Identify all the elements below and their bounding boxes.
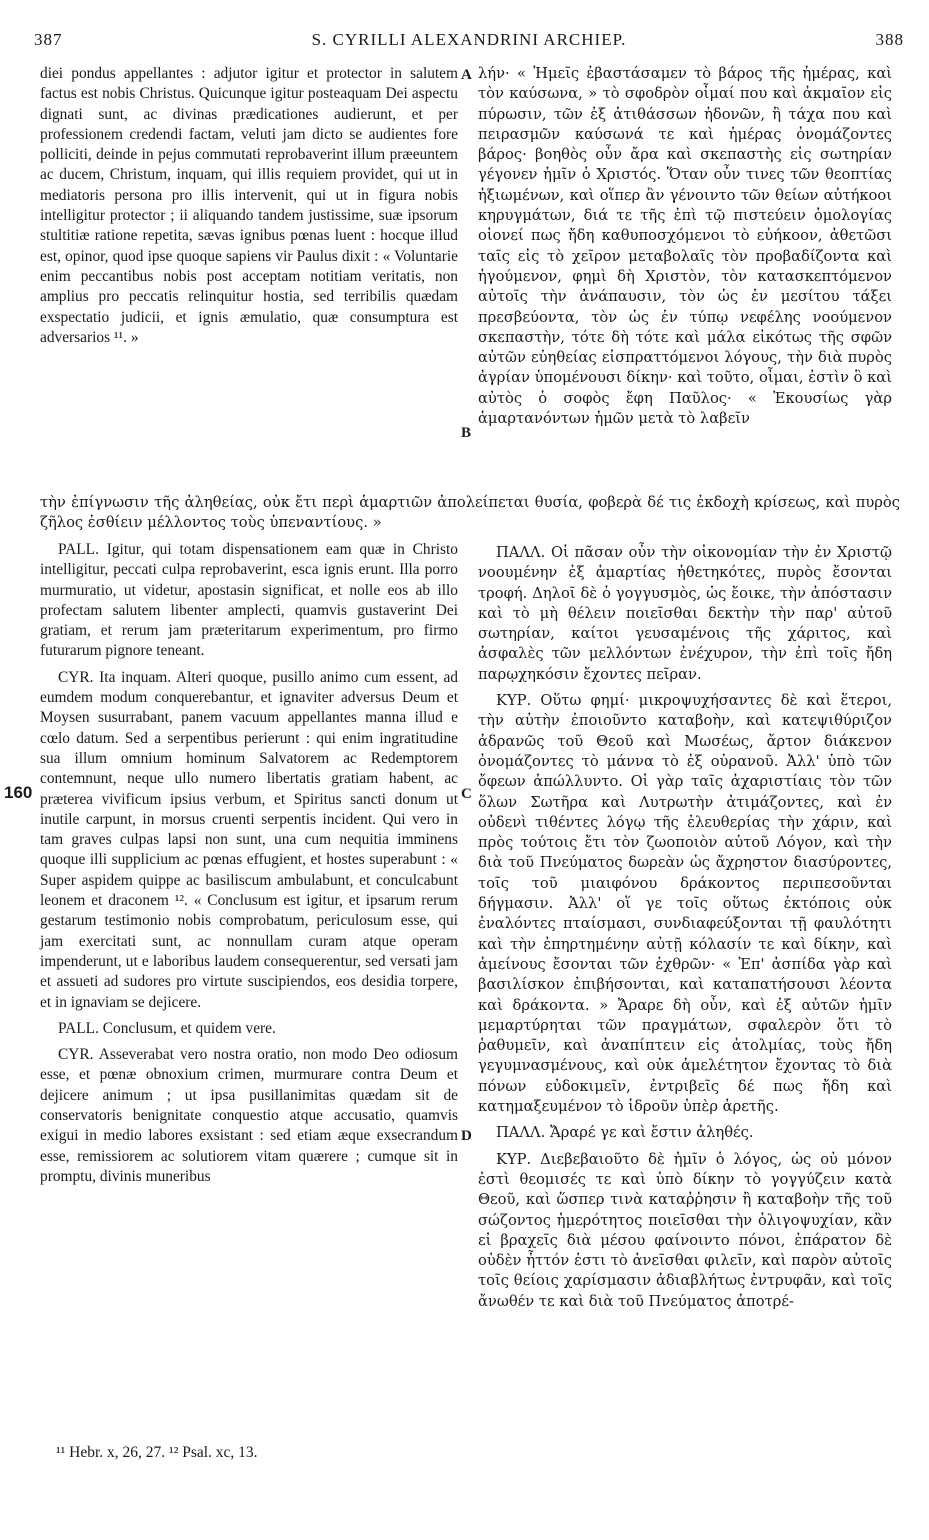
greek-paragraph: λήν· « Ἡμεῖς ἐβαστάσαμεν τὸ βάρος τῆς ἡμέρας, καὶ τὸν καύσωνα, » τὸ σφοδρὸν οἶμαί που καὶ ἀκμαῖον εἰς πύρωσιν, τῶν ἐξ ἀτιθάσσων ἡδονῶν, ἢ τάχα που καὶ πειρασμῶν καύσωνά τε καὶ ἡμέρας ὀνομάζοντες βάρος· βοηθὸς οὖν ἄρα καὶ σκεπαστὴς εἰς σωτηρίαν γέγονεν ἡμῖν ὁ Χριστός. Ὅταν οὖν τινες τῶν θεοπτίας ἠξιωμένων, καὶ οἵπερ ἂν γένοιντο τῶν θείων αὐτήκοοι κηρυγμάτων, διά τε τῆς ἐπὶ τῷ πιστεύειν ὁμολογίας οἱονεί πως ἤδη καθυποσχόμενοι τὸ εὐήκοον, ἀθετῶσι ταῖς εἰς τὸ χεῖρον μεταβολαῖς τὸν προβαδίζοντα καὶ ἡγούμενον, φημὶ δὴ Χριστὸν, τὸν κατασκεπτόμενον αὐτοῖς τὴν ἀνάπαυσιν, τὸν ὡς ἐν μεσίτου τάξει πρεσβεύοντα, τὸν ὡς ἐν τύπῳ νεφέλης νοούμενον σκεπαστὴν, τότε δὴ τότε καὶ μάλα εἰκότως τῆς σφῶν αὐτῶν εὐηθείας εἰσπραττόμενοι λόγους, τὴν διὰ πυρὸς ἀγρίαν ὑπομένουσι δίκην· καὶ τοῦτο, οἶμαι, ἐστὶν ὃ καὶ αὐτὸς ὁ σοφὸς ἔφη Παῦλος· « Ἑκουσίως γὰρ ἁμαρτανόντων ἡμῶν μετὰ τὸ λαβεῖν [478, 65, 892, 428]
latin-column-lower [40, 540, 458, 1187]
latin-paragraph: CYR. Asseverabat vero nostra oratio, non modo Deo odiosum esse, et pœnæ obnoxium crimen, murmurare contra Deum et dejicere animum ; ut ipsa pusillanimitas quædam sit de conservatoris benignitate conquestio atque accusatio, quamvis exigui in medio labores exsistant : sed etiam æque exsecrandum esse, remissiorem ac solutiorem vitam quærere ; cumque sit in promptu, divinis muneribus [40, 1046, 458, 1185]
margin-letter-c: C [461, 786, 472, 802]
latin-paragraph: PALL. Igitur, qui totam dispensationem eam quæ in Christo intelligitur, peccati culpa reprobaverint, esca ignis erunt. Illa porro murmuratio, ut videtur, apostasin significat, et nolle eos ab illo profectam salutem libenter amplecti, quamvis gustaverint Dei gratiam, et rerum jam præteritarum experimentum, pro firmo futurarum pignore teneant. [40, 541, 458, 660]
latin-paragraph: PALL. Conclusum, et quidem vere. [58, 1019, 276, 1037]
greek-paragraph: ΠΑΛΛ. Οἱ πᾶσαν οὖν τὴν οἰκονομίαν τὴν ἐν Χριστῷ νοουμένην ἐξ ἁμαρτίας ἠθετηκότες, πυρὸς ἔσονται τροφή. Δηλοῖ δὲ ὁ γογγυσμὸς, ὡς ἔοικε, τὴν ἀπόστασιν καὶ τὸ μὴ θέλειν ποιεῖσθαι δεκτὴν τὴν παρ' αὐτοῦ σωτηρίαν, καίτοι γευσαμένοις τῆς χάριτος, καὶ ἀσφαλὲς τῶν μελλόντων ἐνέχυρον, τὴν ἐπὶ τοῖς ἤδη παρῳχηκόσιν ἔχοντες πεῖραν. [478, 544, 892, 683]
greek-column [478, 64, 892, 429]
page-number-left: 387 [34, 30, 63, 49]
running-header [34, 30, 904, 52]
greek-spanning-line [40, 493, 900, 534]
greek-paragraph: ΠΑΛΛ. Ἄραρέ γε καὶ ἔστιν ἀληθές. [496, 1124, 754, 1142]
latin-column [40, 64, 458, 348]
page-number-right: 388 [875, 30, 904, 49]
greek-column-lower [478, 543, 892, 1312]
greek-paragraph: ΚΥΡ. Οὕτω φημί· μικροψυχήσαντες δὲ καὶ ἕτεροι, τὴν αὐτὴν ἐποιοῦντο καταβοὴν, καὶ κατεψιθύριζον ἀδρανῶς τοῦ Θεοῦ καὶ Μωσέως, ἄρτον διάκενον ὀνομάζοντες τὸ μάννα τὸ ἐξ οὐρανοῦ. Ἀλλ' ὑπὸ τῶν ὄφεων ἀπώλλυντο. Οἱ γὰρ ταῖς ἀχαριστίαις τὸν τῶν ὅλων Σωτῆρα καὶ Λυτρωτὴν ἀτιμάζοντες, καὶ ἐν οὐδενὶ τιθέντες λόγῳ τῆς ἐλευθερίας τὴν χάριν, καὶ πρὸς τούτοις ἔτι τὸν ζωοποιὸν αὐτοῦ Λόγον, καὶ τὴν διὰ τοῦ Πνεύματος δωρεὰν ὡς ἄχρηστον διασύροντες, τοῖς τοῦ μιαιφόνου δράκοντος περιπεσοῦνται δήγμασιν. Ἀλλ' οἵ γε τοῖς οὕτως ἐκτόποις οὐκ ἐναλόντες πταίσμασι, συνδιαφεύξονται τῇ φαυλότητι καὶ τὴν ἐπηρτημένην αὐτῇ κόλασίν τε καὶ δίκην, καὶ ἀμείνους ἔσονται τῶν ἐχθρῶν· « Ἐπ' ἀσπίδα γὰρ καὶ βασιλίσκον ἐπιβήσονται, καὶ καταπατήσουσι λέοντα καὶ δράκοντα. » Ἄραρε δὴ οὖν, καὶ ἐξ αὐτῶν ἡμῖν μεμαρτύρηται τῶν πραγμάτων, σφαλερὸν ὅτι τὸ ῥαθυμεῖν, καὶ ἀναπίπτειν εἰς ἀτολμίας, τοὺς ἤδη γεγυμνασμένους, καὶ οὐκ ἀμελέτητον ἔχοντας τὸ διὰ πόνων εὐδοκιμεῖν, ἐντριβεῖς δέ πως ἤδη καὶ κατημαξευμένον τὸ ἱδροῦν ὑπὲρ ἀρετῆς. [478, 692, 892, 1116]
page-marker: 160 [4, 783, 33, 802]
running-title: S. CYRILLI ALEXANDRINI ARCHIEP. [311, 30, 627, 49]
latin-paragraph: CYR. Ita inquam. Alteri quoque, pusillo animo cum essent, ad eumdem modum conquerebantur, et ignaviter adversus Deum et Moysen susurrabant, panem vacuum appellantes manna illud e cœlo datum. Sed a serpentibus perierunt : qui enim ingratitudine sua illum omnium hominum Salvatorem ac Redemptorem contemnunt, neque ullo numero libertatis gratiam habent, ac præterea vivificum ipsius verbum, et Spiritus sancti donum ut inutile carpunt, in morsus cruenti serpentis incident. Qui vero in tam graves culpas lapsi non sunt, una cum nequitia imminens quoque illi supplicium ac pœnas effugient, et hostes superabunt : « Super aspidem quippe ac basiliscum ambulabunt, et conculcabunt leonem et draconem ¹². « Conclusum est igitur, et ipsarum rerum gestarum testimonio nobis comprobatum, periculosum esse, qui jam exercitati sunt, ac nonnullam curam atque operam impenderunt, ut e laboribus laudem consequerentur, sed versati jam et assueti ad sudores pro virtute suscipiendos, eos desidia torpere, et in ignaviam se dejicere. [40, 668, 458, 1011]
margin-letter-a: A [461, 67, 472, 83]
footnotes: ¹¹ Hebr. x, 26, 27. ¹² Psal. xc, 13. [56, 1444, 258, 1461]
latin-paragraph: diei pondus appellantes : adjutor igitur et protector in salutem factus est nobis Christus. Quicunque igitur posteaquam Dei aspectu dignati sunt, ac divinas prædicationes audierunt, et per professionem credendi factam, veluti jam dicto se audientes fore polliciti, deinde in pejus commutati reprobaverint illum præeuntem ac ducem, Christum, inquam, qui illis requiem providet, qui ut in mediatoris persona pro illis intervenit, qui ut in figura nobis intelligitur protector ; ii aliquando tandem justissime, suæ ipsorum stultitiæ ratione repetita, sævas ignibus pœnas luent : hocque illud est, opinor, quod ipse quoque sapiens vir Paulus dixit : « Voluntarie enim peccantibus nobis post acceptam notitiam veritatis, non amplius pro peccatis relinquitur hostia, sed terribilis quædam exspectatio judicii, et ignis æmulatio, quæ consumptura est adversarios ¹¹. » [40, 65, 458, 346]
margin-letter-d: D [461, 1128, 472, 1144]
greek-paragraph: τὴν ἐπίγνωσιν τῆς ἀληθείας, οὐκ ἔτι περὶ ἁμαρτιῶν ἀπολείπεται θυσία, φοβερὰ δέ τις ἐκδοχὴ κρίσεως, καὶ πυρὸς ζῆλος ἐσθίειν μέλλοντος τοὺς ὑπεναντίους. » [40, 494, 900, 532]
margin-letter-b: B [461, 425, 472, 441]
greek-paragraph: ΚΥΡ. Διεβεβαιοῦτο δὲ ἡμῖν ὁ λόγος, ὡς οὐ μόνον ἐστὶ θεομισές τε καὶ ὑπὸ δίκην τὸ γογγύζειν κατὰ Θεοῦ, καὶ ὥσπερ τινὰ καταῤῥησιν ἢ καταβοὴν τῆς τοῦ σώζοντος ἡμερότητος ποιεῖσθαι τὴν ὀλιγοψυχίαν, κἂν εἰ βραχεῖς διὰ μέσου φαίνοιντο πόνοι, ἐπάρατον δὲ οὐδὲν ἧττόν ἐστι τὸ ἀνεῖσθαι φιλεῖν, καὶ παρὸν αὐτοῖς τοῖς θείοις χαρίσμασιν ἀδιαβλήτως ἐντρυφᾶν, καὶ τοῖς ἄνωθέν τε καὶ διὰ τοῦ Πνεύματος ἀποτρέ- [478, 1150, 892, 1310]
